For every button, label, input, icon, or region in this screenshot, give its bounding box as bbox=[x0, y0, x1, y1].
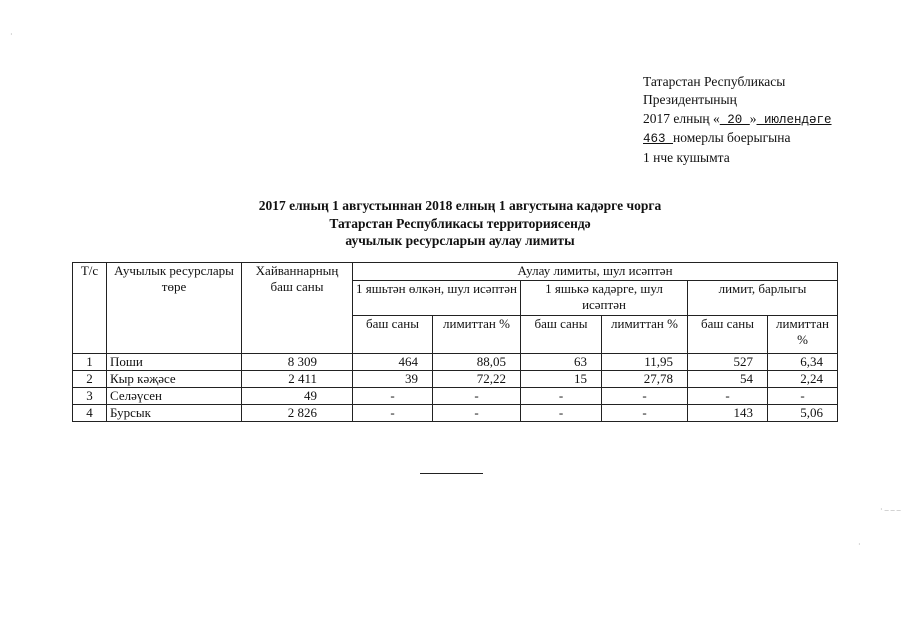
row-adult-pct: - bbox=[433, 405, 521, 422]
header-heads-total: баш саны bbox=[688, 316, 768, 354]
table-row bbox=[73, 354, 838, 371]
row-total-pct: - bbox=[768, 388, 838, 405]
row-adult-heads: 464 bbox=[353, 354, 433, 371]
row-young-heads: - bbox=[521, 388, 602, 405]
row-resource-type: Бурсык bbox=[107, 405, 242, 422]
row-total-heads: - bbox=[688, 388, 768, 405]
table-row bbox=[73, 388, 838, 405]
row-resource-type: Селәүсен bbox=[107, 388, 242, 405]
row-resource-type: Кыр кәҗәсе bbox=[107, 371, 242, 388]
row-adult-heads: 39 bbox=[353, 371, 433, 388]
title-line-3: аучылык ресурсларын аулау лимиты bbox=[345, 233, 575, 248]
limits-table bbox=[72, 262, 838, 422]
header-pct-adult: лимиттан % bbox=[433, 316, 521, 354]
row-animal-count: 8 309 bbox=[242, 354, 353, 371]
stamp-line-4 bbox=[643, 129, 832, 148]
header-row-1 bbox=[73, 263, 838, 281]
stamp-line-3 bbox=[643, 110, 832, 129]
row-number: 2 bbox=[73, 371, 107, 388]
scan-speck: · ‒ ‒ ‒ bbox=[880, 505, 901, 514]
row-adult-pct: 72,22 bbox=[433, 371, 521, 388]
header-heads-young: баш саны bbox=[521, 316, 602, 354]
stamp-month: июлендәге bbox=[756, 112, 832, 127]
stamp-day: 20 bbox=[719, 112, 750, 127]
row-animal-count: 2 411 bbox=[242, 371, 353, 388]
row-young-pct: - bbox=[602, 405, 688, 422]
stamp-line-5: 1 нче кушымта bbox=[643, 149, 730, 165]
row-young-pct: 27,78 bbox=[602, 371, 688, 388]
header-resource-type: Аучылык ресурслары төре bbox=[107, 263, 242, 354]
row-adult-heads: - bbox=[353, 405, 433, 422]
title-line-1: 2017 елның 1 августыннан 2018 елның 1 августына кадәрге чорга bbox=[258, 198, 662, 213]
stamp-date-prefix: 2017 елның « bbox=[643, 110, 720, 126]
closing-rule bbox=[420, 473, 483, 474]
appendix-stamp bbox=[643, 73, 832, 167]
scan-speck: · bbox=[858, 540, 861, 549]
stamp-number: 463 bbox=[643, 132, 674, 147]
row-number: 4 bbox=[73, 405, 107, 422]
table-row bbox=[73, 371, 838, 388]
row-total-heads: 527 bbox=[688, 354, 768, 371]
document-title bbox=[180, 197, 740, 250]
header-pct-total: лимиттан % bbox=[768, 316, 838, 354]
stamp-date-mid: » bbox=[749, 110, 757, 126]
row-total-pct: 2,24 bbox=[768, 371, 838, 388]
row-total-heads: 54 bbox=[688, 371, 768, 388]
header-total: лимит, барлыгы bbox=[688, 280, 838, 316]
row-resource-type: Поши bbox=[107, 354, 242, 371]
row-total-pct: 5,06 bbox=[768, 405, 838, 422]
header-animal-count: Хайваннарның баш саны bbox=[242, 263, 353, 354]
table-row bbox=[73, 405, 838, 422]
stamp-line-2: Президентының bbox=[643, 92, 737, 108]
row-young-heads: 63 bbox=[521, 354, 602, 371]
row-total-heads: 143 bbox=[688, 405, 768, 422]
row-young-heads: - bbox=[521, 405, 602, 422]
stamp-decree-label: номерлы боерыгына bbox=[673, 130, 791, 146]
header-young: 1 яшькә кадәрге, шул исәптән bbox=[521, 280, 688, 316]
header-limit: Аулау лимиты, шул исәптән bbox=[353, 263, 838, 281]
stamp-line-1: Татарстан Республикасы bbox=[643, 74, 786, 89]
row-young-heads: 15 bbox=[521, 371, 602, 388]
title-line-2: Татарстан Республикасы территориясендә bbox=[329, 215, 591, 231]
scan-speck: · bbox=[10, 30, 13, 39]
row-total-pct: 6,34 bbox=[768, 354, 838, 371]
row-adult-heads: - bbox=[353, 388, 433, 405]
header-number: Т/с bbox=[73, 263, 107, 354]
row-number: 1 bbox=[73, 354, 107, 371]
row-young-pct: - bbox=[602, 388, 688, 405]
header-heads-adult: баш саны bbox=[353, 316, 433, 354]
row-adult-pct: 88,05 bbox=[433, 354, 521, 371]
row-young-pct: 11,95 bbox=[602, 354, 688, 371]
header-pct-young: лимиттан % bbox=[602, 316, 688, 354]
row-animal-count: 2 826 bbox=[242, 405, 353, 422]
row-adult-pct: - bbox=[433, 388, 521, 405]
row-number: 3 bbox=[73, 388, 107, 405]
header-adult: 1 яшьтән өлкән, шул исәптән bbox=[353, 280, 521, 316]
row-animal-count: 49 bbox=[242, 388, 353, 405]
